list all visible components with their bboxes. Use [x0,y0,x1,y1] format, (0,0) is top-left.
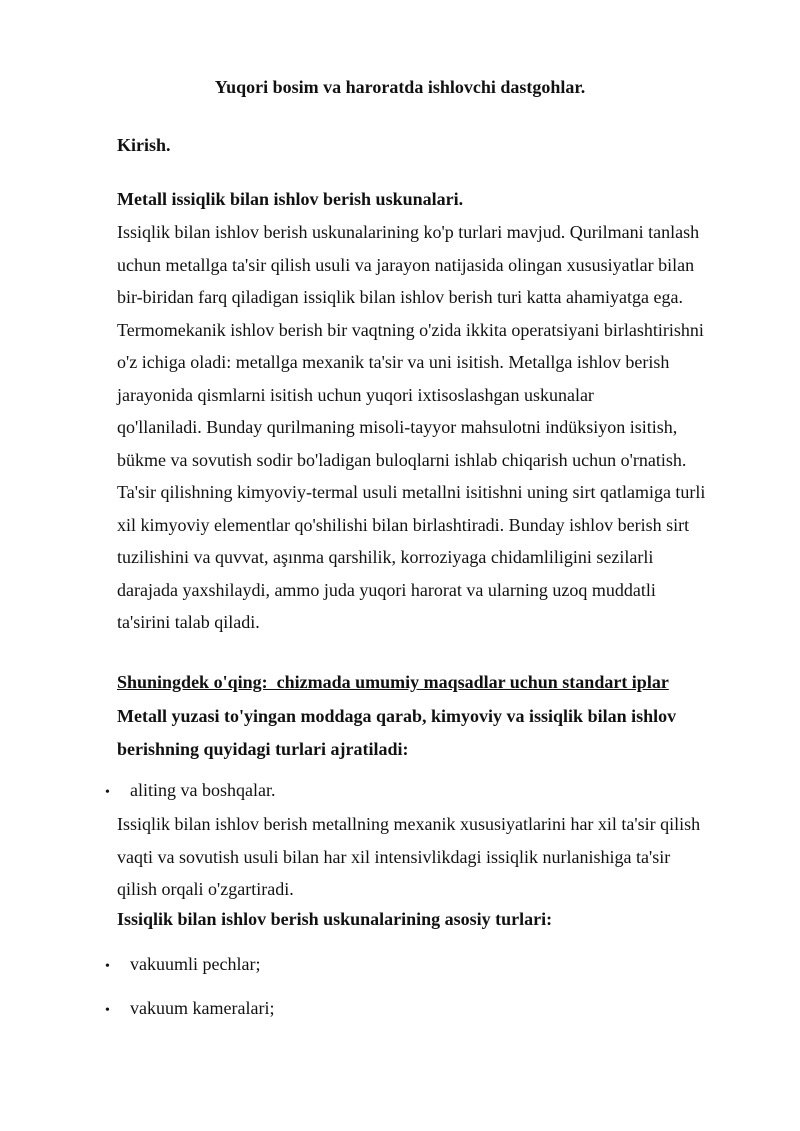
paragraph-heat-treatment [117,808,747,906]
section-heading-main-types: Issiqlik bilan ishlov berish uskunalarining asosiy turlari: [117,909,553,929]
treatment-types-intro [117,700,747,766]
intro-heading: Kirish. [117,135,171,155]
list-item-text: vakuumli pechlar; [130,954,261,974]
paragraph-line: xil kimyoviy elementlar qo'shilishi bilan birlashtiradi. Bunday ishlov berish sirt [117,514,690,535]
paragraph-line: Issiqlik bilan ishlov berish metallning mexanik xususiyatlarini har xil ta'sir qilish [117,814,701,834]
paragraph-line: o'z ichiga oladi: metallga mexanik ta'sir va uni isitish. Metallga ishlov berish [117,352,670,372]
list-item [105,779,275,804]
list-item-text: vakuum kameralari; [130,998,275,1018]
bold-line: berishning quyidagi turlari ajratiladi: [117,739,409,759]
paragraph-line: qo'llaniladi. Bunday qurilmaning misoli-tayyor mahsulotni indüksiyon isitish, [117,417,678,437]
section-heading-equipment: Metall issiqlik bilan ishlov berish uskunalari. [117,189,464,209]
paragraph-line: Issiqlik bilan ishlov berish uskunalarining ko'p turlari mavjud. Qurilmani tanlash [117,222,700,242]
bullet-marker: • [105,1003,110,1018]
paragraph-line: ta'sirini talab qiladi. [117,612,260,632]
paragraph-line: qilish orqali o'zgartiradi. [117,879,294,899]
paragraph-line: Ta'sir qilishning kimyoviy-termal usuli metallni isitishni uning sirt qatlamiga turli [117,482,706,502]
page-title: Yuqori bosim va haroratda ishlovchi dastgohlar. [214,77,586,97]
list-item [105,953,260,978]
paragraph-line: Termomekanik ishlov berish bir vaqtning o'zida ikkita operatsiyani birlashtirishni [117,319,704,340]
bullet-marker: • [105,959,110,974]
paragraph-line: vaqti va sovutish usuli bilan har xil intensivlikdagi issiqlik nurlanishiga ta'sir [117,846,671,867]
bullet-marker: • [105,785,110,800]
paragraph-line: uchun metallga ta'sir qilish usuli va jarayon natijasida olingan xususiyatlar bilan [117,254,695,275]
list-item [105,997,274,1022]
see-also-link[interactable]: Shuningdek o'qing: chizmada umumiy maqsadlar uchun standart iplar [117,672,669,692]
list-item-text: aliting va boshqalar. [130,780,276,800]
bold-line: Metall yuzasi to'yingan moddaga qarab, kimyoviy va issiqlik bilan ishlov [117,706,677,726]
paragraph-line: bir-biridan farq qiladigan issiqlik bilan ishlov berish turi katta ahamiyatga ega. [117,287,683,307]
paragraph-line: jarayonida qismlarni isitish uchun yuqori ixtisoslashgan uskunalar [117,384,594,405]
paragraph-equipment-types [117,216,747,639]
paragraph-line: bükme va sovutish sodir bo'ladigan buloqlarni ishlab chiqarish uchun o'rnatish. [117,449,687,470]
paragraph-line: tuzilishini va quvvat, aşınma qarshilik, korroziyaga chidamliligini sezilarli [117,547,654,567]
paragraph-line: darajada yaxshilaydi, ammo juda yuqori harorat va ularning uzoq muddatli [117,579,656,600]
